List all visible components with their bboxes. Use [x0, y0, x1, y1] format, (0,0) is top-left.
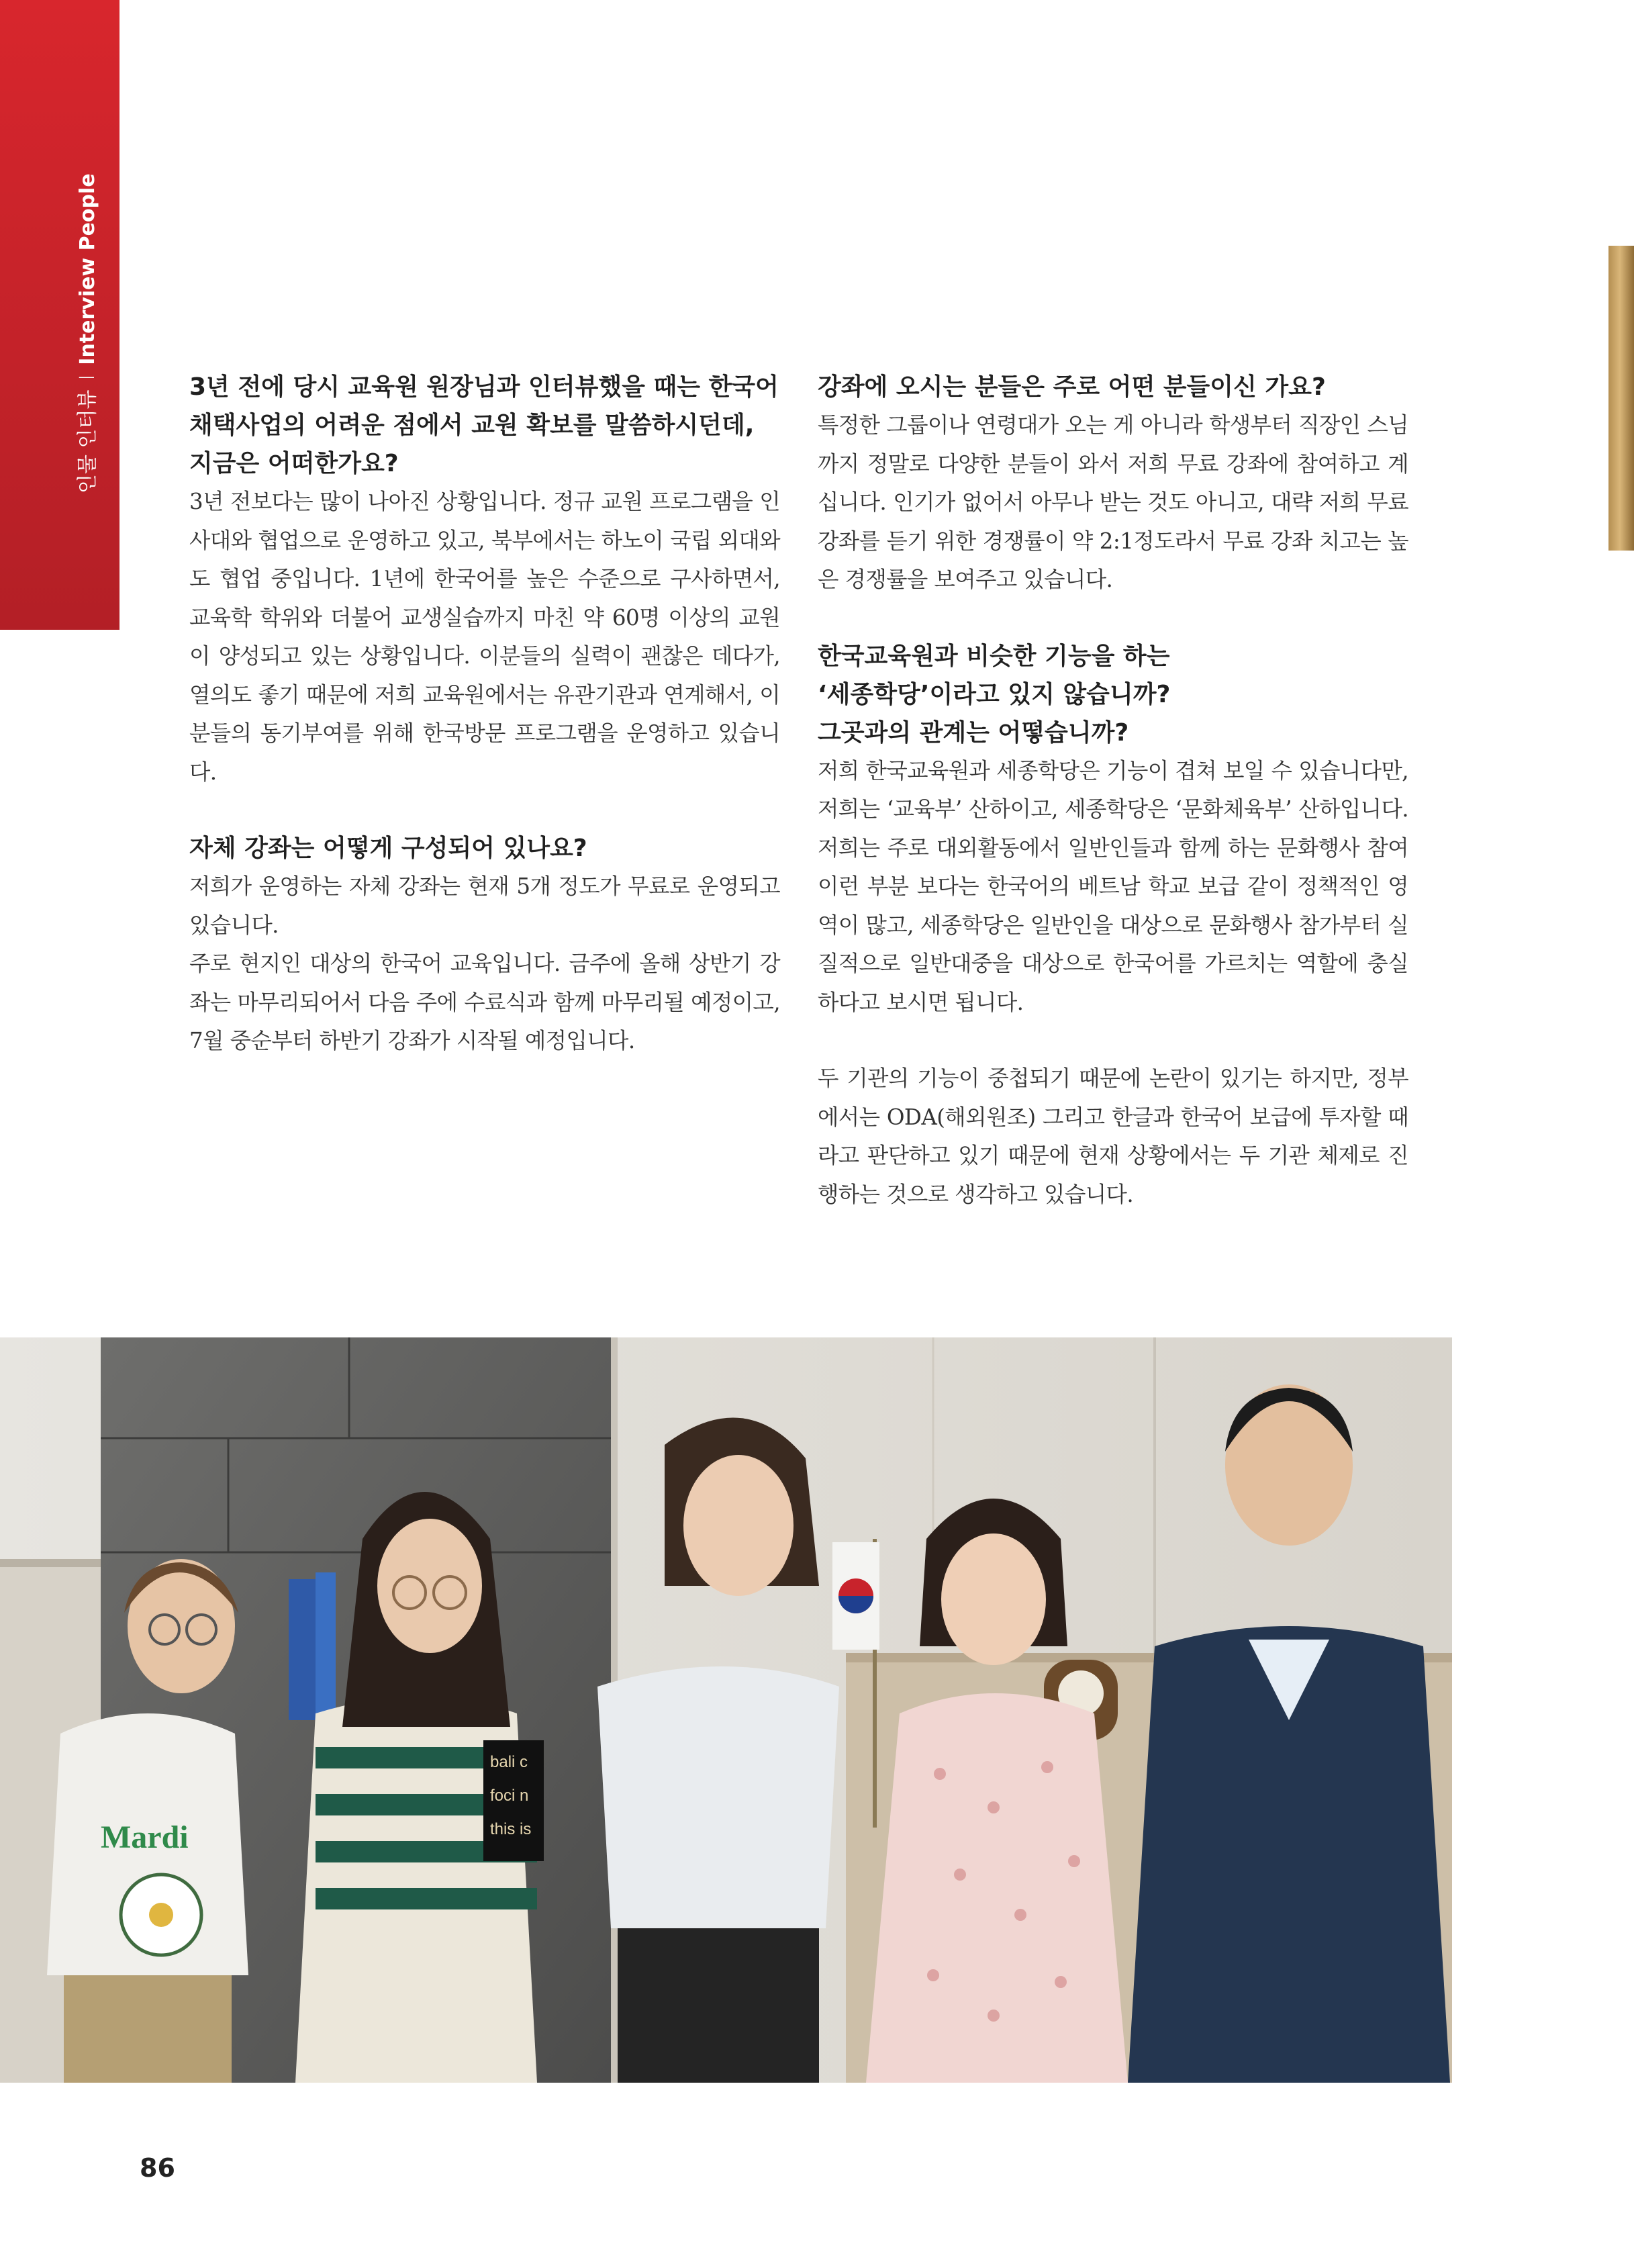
shirt-print-line: bali c [490, 1753, 528, 1771]
question: 그곳과의 관계는 어떻습니까? [818, 718, 1129, 747]
answer-paragraph: 두 기관의 기능이 중첩되기 때문에 논란이 있기는 하지만, 정부에서는 ODA(해외원조) 그리고 한글과 한국어 보급에 투자할 때라고 판단하고 있기 때문에 현재 상황에서는 두 기관 체제로 진행하는 것으로 생각하고 있습니다. [818, 1066, 1408, 1207]
qa-block-sejong [818, 637, 1408, 1023]
section-label-korean: 인물 인터뷰 [76, 389, 99, 493]
question: 자체 강좌는 어떻게 구성되어 있나요? [189, 835, 587, 862]
left-column [189, 368, 780, 1098]
group-photo-illustration [0, 1337, 1452, 2083]
answer-paragraph: 주로 현지인 대상의 한국어 교육입니다. 금주에 올해 상반기 강좌는 마무리되어서 다음 주에 수료식과 함께 마무리될 예정이고, 7월 중순부터 하반기 강좌가 시작될 예정입니다. [189, 951, 780, 1053]
right-column [818, 368, 1408, 1251]
qa-block-teacher-supply [189, 368, 780, 792]
question: 한국교육원과 비슷한 기능을 하는 [818, 642, 1170, 670]
question: 채택사업의 어려운 점에서 교원 확보를 말씀하시던데, [189, 412, 755, 439]
answer-paragraph: 저희가 운영하는 자체 강좌는 현재 5개 정도가 무료로 운영되고 있습니다. [189, 873, 780, 938]
answer-paragraph: 특정한 그룹이나 연령대가 오는 게 아니라 학생부터 직장인 스님까지 정말로 다양한 분들이 와서 저희 무료 강좌에 참여하고 계십니다. 인기가 없어서 아무나 받는 것도 아니고, 대략 저희 무료 강좌를 듣기 위한 경쟁률이 약 2:1정도라서 무료 강좌 치고는 높은 경쟁률을 보여주고 있습니다. [818, 412, 1408, 592]
answer-paragraph: 3년 전보다는 많이 나아진 상황입니다. 정규 교원 프로그램을 인사대와 협업으로 운영하고 있고, 북부에서는 하노이 국립 외대와도 협업 중입니다. 1년에 한국어를 높은 수준으로 구사하면서, 교육학 학위와 더불어 교생실습까지 마친 약 60명 이상의 교원이 양성되고 있는 상황입니다. 이분들의 실력이 괜찮은 데다가, 열의도 좋기 때문에 저희 교육원에서는 유관기관과 연계해서, 이분들의 동기부여를 위해 한국방문 프로그램을 운영하고 있습니다. [189, 489, 780, 785]
section-label-english: Interview People [76, 173, 99, 365]
question: 지금은 어떠한가요? [189, 450, 399, 477]
shirt-print: Mardi [101, 1820, 189, 1855]
answer-paragraph: 저희 한국교육원과 세종학당은 기능이 겹쳐 보일 수 있습니다만, 저희는 ‘교육부’ 산하이고, 세종학당은 ‘문화체육부’ 산하입니다. 저희는 주로 대외활동에서 일반인들과 함께 하는 문화행사 참여 이런 부분 보다는 한국어의 베트남 학교 보급 같이 정책적인 영역이 많고, 세종학당은 일반인을 대상으로 문화행사 참가부터 실질적으로 일반대중을 대상으로 한국어를 가르치는 역할에 충실하다고 보시면 됩니다. [818, 757, 1408, 1015]
qa-block-conclusion [818, 1059, 1408, 1214]
group-photo [0, 1337, 1452, 2083]
page-number: 86 [140, 2153, 175, 2183]
shirt-print-line: this is [490, 1820, 532, 1838]
question: ‘세종학당’이라고 있지 않습니까? [818, 680, 1171, 708]
qa-block-courses [189, 829, 780, 1061]
section-label-separator: I [76, 374, 99, 381]
question: 3년 전에 당시 교육원 원장님과 인터뷰했을 때는 한국어 [189, 373, 779, 401]
edge-photo-strip [1608, 246, 1634, 551]
section-side-tab [0, 0, 119, 630]
shirt-print-line: foci n [490, 1787, 529, 1805]
section-label [70, 91, 106, 493]
question: 강좌에 오시는 분들은 주로 어떤 분들이신 가요? [818, 373, 1326, 401]
qa-block-attendees [818, 368, 1408, 600]
